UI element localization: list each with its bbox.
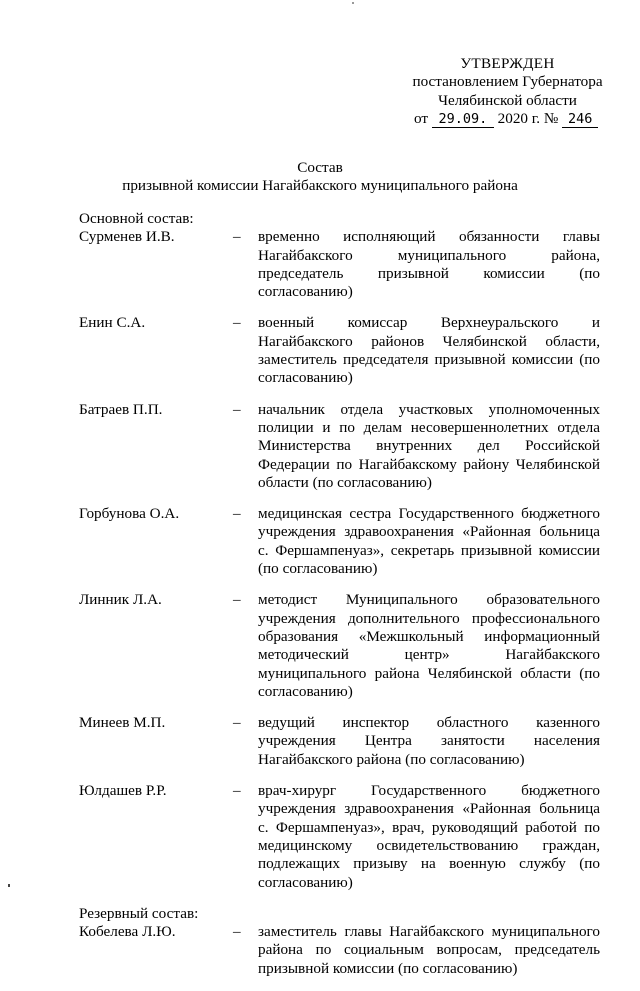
reserve-section-label: Резервный состав: xyxy=(79,904,199,922)
member-row xyxy=(79,505,609,578)
member-name: Минеев М.П. xyxy=(79,714,166,732)
member-row xyxy=(79,314,609,387)
member-role: медицинская сестра Государственного бюджетного учреждения здравоохранения «Районная больница с. Фершампенуаз», секретарь призывной комиссии (по согласованию) xyxy=(258,505,600,578)
member-row xyxy=(79,401,609,492)
member-row xyxy=(79,228,609,301)
scan-edge-mark xyxy=(8,884,10,887)
title-line-1: Состав xyxy=(297,159,343,176)
member-role: ведущий инспектор областного казенного учреждения Центра занятости населения Нагайбакского района (по согласованию) xyxy=(258,714,600,768)
approval-number: 246 xyxy=(562,112,598,128)
member-name: Енин С.А. xyxy=(79,314,146,332)
member-name: Горбунова О.А. xyxy=(79,505,180,523)
approval-heading: УТВЕРЖДЕН xyxy=(460,55,555,72)
member-role: временно исполняющий обязанности главы Нагайбакского муниципального района, председатель призывной комиссии (по согласованию) xyxy=(258,228,600,301)
member-dash: – xyxy=(233,714,241,732)
member-role: врач-хирург Государственного бюджетного учреждения здравоохранения «Районная больница с. Фершампенуаз», врач, руководящий работой по медицинскому освидетельствованию граждан, подлежащих призыву на военную службу (по согласованию) xyxy=(258,782,600,891)
approval-line-1: постановлением Губернатора xyxy=(412,73,603,91)
approval-date: 29.09. xyxy=(432,112,494,128)
approval-from: от xyxy=(414,109,429,127)
member-dash: – xyxy=(233,228,241,246)
member-role: заместитель главы Нагайбакского муниципального района по социальным вопросам, председатель призывной комиссии (по согласованию) xyxy=(258,923,600,977)
main-section-label: Основной состав: xyxy=(79,210,194,227)
member-name: Линник Л.А. xyxy=(79,591,162,609)
commission-roster xyxy=(79,210,609,991)
reserve-member-list xyxy=(79,923,609,978)
member-name: Юлдашев Р.Р. xyxy=(79,782,167,800)
scan-mark xyxy=(352,2,354,4)
member-role: военный комиссар Верхнеуральского и Нагайбакского районов Челябинской области, заместитель председателя призывной комиссии (по согласованию) xyxy=(258,314,600,387)
approval-year: 2020 г. № xyxy=(497,109,559,127)
member-name: Батраев П.П. xyxy=(79,400,163,418)
approval-date-line xyxy=(414,110,605,128)
member-name: Сурменев И.В. xyxy=(79,228,175,246)
approval-stamp xyxy=(410,55,605,128)
member-role: начальник отдела участковых уполномоченных полиции и по делам несовершеннолетних отдела Министерства внутренних дел Российской Федерации по Нагайбакскому району Челябинской области (по согласованию) xyxy=(258,400,600,491)
member-role: методист Муниципального образовательного учреждения дополнительного профессионального образования «Межшкольный информационный методический центр» Нагайбакского муниципального района Челябинской области (по согласованию) xyxy=(258,591,600,700)
main-member-list xyxy=(79,228,609,892)
member-dash: – xyxy=(233,591,241,609)
member-name: Кобелева Л.Ю. xyxy=(79,923,176,941)
member-dash: – xyxy=(233,400,241,418)
member-dash: – xyxy=(233,782,241,800)
approval-line-2: Челябинской области xyxy=(438,91,577,109)
member-dash: – xyxy=(233,505,241,523)
member-dash: – xyxy=(233,923,241,941)
document-title xyxy=(0,159,640,196)
member-row xyxy=(79,782,609,892)
member-row xyxy=(79,591,609,701)
member-row xyxy=(79,923,609,978)
member-row xyxy=(79,714,609,769)
title-line-2: призывной комиссии Нагайбакского муниципального района xyxy=(122,177,518,195)
member-dash: – xyxy=(233,314,241,332)
